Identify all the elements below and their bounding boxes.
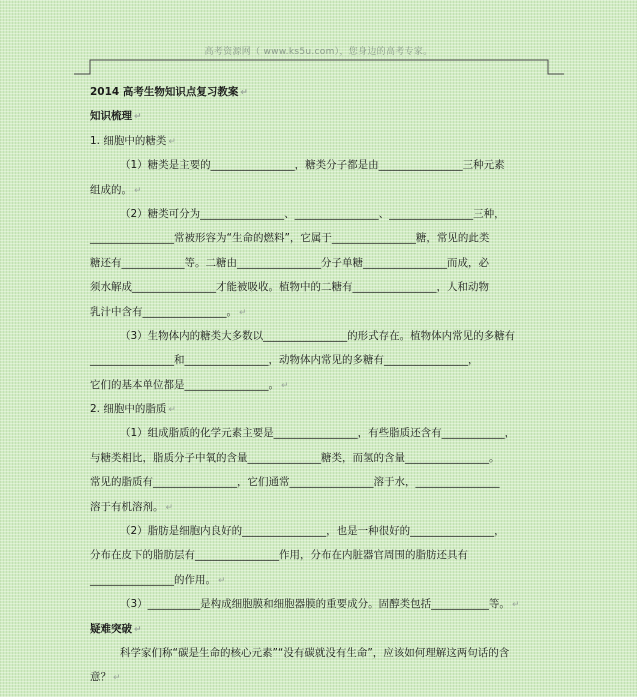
paragraph-line: （1）糖类是主要的________________，糖类分子都是由________________三种元素 xyxy=(120,159,505,172)
paragraph-line: 与糖类相比，脂质分子中氧的含量______________糖类，而氢的含量________________。 xyxy=(90,451,500,464)
paragraph-line: 意？ ↵ xyxy=(90,671,121,684)
section-heading-difficulties: 疑难突破 ↵ xyxy=(90,622,142,635)
paragraph-line: （2）脂肪是细胞内良好的________________，也是一种很好的________________， xyxy=(120,525,505,538)
paragraph-line: 乳汁中含有________________。 ↵ xyxy=(90,305,247,318)
paragraph-line: 分布在皮下的脂肪层有________________作用，分布在内脏器官周围的脂肪还具有 xyxy=(90,549,468,562)
paragraph-line: （3）生物体内的糖类大多数以________________的形式存在。植物体内常见的多糖有 xyxy=(120,329,516,342)
subheading-carbohydrates: 1. 细胞中的糖类 ↵ xyxy=(90,134,176,147)
document-title: 2014 高考生物知识点复习教案 ↵ xyxy=(90,86,248,98)
header-rule xyxy=(74,58,564,78)
paragraph-line: 溶于有机溶剂。 ↵ xyxy=(90,500,174,513)
header-watermark: 高考资源网（ www.ks5u.com），您身边的高考专家。 xyxy=(204,47,433,57)
subheading-lipids: 2. 细胞中的脂质 ↵ xyxy=(90,403,176,416)
paragraph-line: ________________和________________，动物体内常见的多糖有________________， xyxy=(90,354,479,367)
paragraph-line: ________________常被形容为“生命的燃料”，它属于________________糖，常见的此类 xyxy=(90,232,490,245)
paragraph-line: （2）糖类可分为________________、________________、________________三种， xyxy=(120,207,505,220)
paragraph-line: 科学家们称“碳是生命的核心元素”“没有碳就没有生命”，应该如何理解这两句话的含 xyxy=(120,646,510,659)
paragraph-line: （3）__________是构成细胞膜和细胞器膜的重要成分。固醇类包括___________等。 ↵ xyxy=(120,598,520,611)
paragraph-line: 常见的脂质有________________，它们通常________________溶于水，________________ xyxy=(90,476,500,489)
paragraph-line: 组成的。 ↵ xyxy=(90,183,142,196)
paragraph-line: 糖还有____________等。二糖由________________分子单糖________________而成，必 xyxy=(90,256,489,269)
paragraph-line: ________________的作用。 ↵ xyxy=(90,573,226,586)
paragraph-line: 它们的基本单位都是________________。 ↵ xyxy=(90,378,289,391)
document-body xyxy=(90,80,550,690)
section-heading-knowledge: 知识梳理 ↵ xyxy=(90,110,142,123)
paragraph-line: （1）组成脂质的化学元素主要是________________，有些脂质还含有____________， xyxy=(120,427,516,440)
paragraph-line: 须水解成________________才能被吸收。植物中的二糖有________________，人和动物 xyxy=(90,281,489,294)
